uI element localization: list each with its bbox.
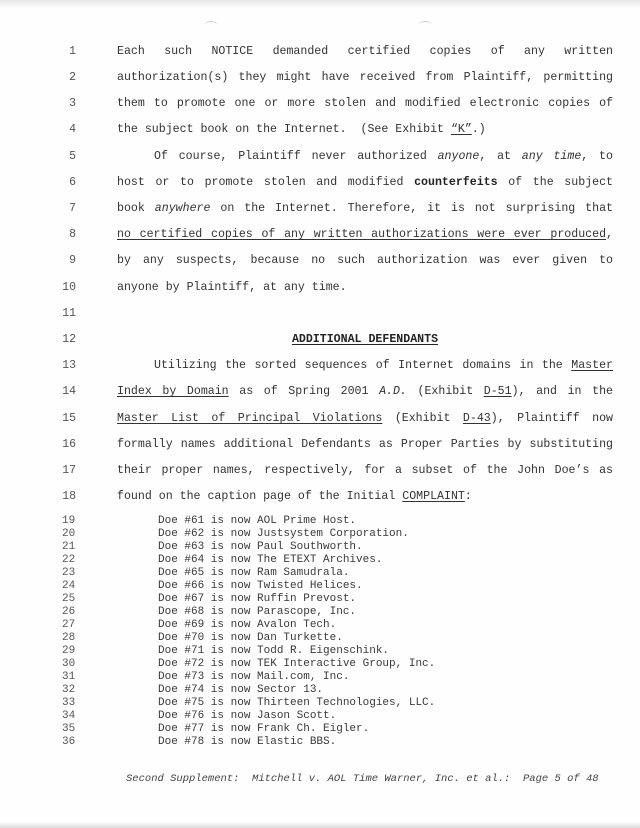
text-span: , at xyxy=(479,150,522,163)
doe-list-item: Doe #71 is now Todd R. Eigenschink. xyxy=(158,645,390,657)
doe-list-item: Doe #65 is now Ram Samudrala. xyxy=(158,567,350,579)
text-span: of the subject xyxy=(497,176,613,189)
line-number: 24 xyxy=(62,580,76,592)
line-number: 27 xyxy=(62,619,76,631)
line-number: 32 xyxy=(62,684,76,696)
text-span: , to xyxy=(581,150,613,163)
doe-list-item: Doe #64 is now The ETEXT Archives. xyxy=(158,554,383,566)
underlined-text: Master List of Principal Violations xyxy=(117,412,383,425)
text-span: the subject book on the Internet. (See Exhibit xyxy=(117,123,451,136)
text-span: found on the caption page of the Initial xyxy=(117,490,403,503)
line-number: 17 xyxy=(62,464,76,477)
line-number: 12 xyxy=(62,333,76,346)
line-number: 33 xyxy=(62,697,76,709)
line-number: 2 xyxy=(69,71,76,84)
emphasis: anywhere xyxy=(154,202,211,215)
line-number: 3 xyxy=(69,97,76,110)
line-number: 4 xyxy=(69,123,76,136)
emphasis: anyone xyxy=(437,150,480,163)
doe-list-item: Doe #74 is now Sector 13. xyxy=(158,684,324,696)
line-number: 28 xyxy=(62,632,76,644)
text-line-7 xyxy=(117,202,613,216)
line-number: 7 xyxy=(69,202,76,215)
exhibit-d43-link: D-43 xyxy=(462,412,491,425)
text-line-1 xyxy=(117,45,613,59)
text-span: .) xyxy=(471,123,486,136)
doe-list-item: Doe #75 is now Thirteen Technologies, LLC. xyxy=(158,697,436,709)
line-number: 8 xyxy=(69,228,76,241)
text-span: ), Plaintiff now xyxy=(490,412,614,425)
line-number: 23 xyxy=(62,567,76,579)
doe-list-item: Doe #78 is now Elastic BBS. xyxy=(158,736,337,748)
line-number: 29 xyxy=(62,645,76,657)
line-number: 15 xyxy=(62,412,76,425)
line-number: 21 xyxy=(62,541,76,553)
text-line-18 xyxy=(117,490,613,504)
doe-list-item: Doe #72 is now TEK Interactive Group, Inc. xyxy=(158,658,436,670)
underlined-text: Index by Domain xyxy=(117,385,229,398)
text-span: Utilizing the sorted sequences of Internet domains in the xyxy=(154,359,572,372)
line-number: 6 xyxy=(69,176,76,189)
doe-list-item: Doe #61 is now AOL Prime Host. xyxy=(158,515,357,527)
underlined-text: Master xyxy=(571,359,613,372)
word: copies xyxy=(429,45,472,58)
text-line-10: anyone by Plaintiff, at any time. xyxy=(117,281,347,294)
line-number: 31 xyxy=(62,671,76,683)
text-span: ), and in the xyxy=(511,385,613,398)
underlined-text: no certified copies of any written authorizations were ever produced xyxy=(117,228,607,241)
doe-list-item: Doe #69 is now Avalon Tech. xyxy=(158,619,337,631)
bold-term: counterfeits xyxy=(414,176,498,189)
text-line-13 xyxy=(117,359,613,373)
text-line-8 xyxy=(117,228,613,242)
line-number: 14 xyxy=(62,385,76,398)
word: any xyxy=(524,45,545,58)
line-number: 26 xyxy=(62,606,76,618)
doe-list-item: Doe #76 is now Jason Scott. xyxy=(158,710,337,722)
word: written xyxy=(564,45,613,58)
word: such xyxy=(164,45,193,58)
scan-top-edge xyxy=(0,0,640,8)
line-number: 5 xyxy=(69,150,76,163)
doe-list-item: Doe #63 is now Paul Southworth. xyxy=(158,541,363,553)
doe-list-item: Doe #73 is now Mail.com, Inc. xyxy=(158,671,350,683)
word: certified xyxy=(347,45,411,58)
text-line-4 xyxy=(117,123,613,137)
word: demanded xyxy=(272,45,329,58)
text-line-14 xyxy=(117,385,613,399)
text-line-17: their proper names, respectively, for a subset of the John Doe’s as xyxy=(117,464,613,477)
emphasis: any time xyxy=(521,150,582,163)
line-number: 1 xyxy=(69,45,76,58)
line-number: 10 xyxy=(62,281,76,294)
line-number: 22 xyxy=(62,554,76,566)
line-number: 30 xyxy=(62,658,76,670)
text-line-5 xyxy=(117,150,613,164)
section-heading: ADDITIONAL DEFENDANTS xyxy=(291,333,439,346)
line-number: 19 xyxy=(62,515,76,527)
text-span: : xyxy=(464,490,472,503)
doe-list-item: Doe #77 is now Frank Ch. Eigler. xyxy=(158,723,370,735)
line-number: 16 xyxy=(62,438,76,451)
word: NOTICE xyxy=(211,45,254,58)
text-span: (Exhibit xyxy=(406,385,484,398)
text-line-9: by any suspects, because no such authorization was ever given to xyxy=(117,254,613,267)
word: of xyxy=(490,45,505,58)
text-span: as of Spring 2001 xyxy=(228,385,380,398)
exhibit-d51-link: D-51 xyxy=(483,385,512,398)
line-number: 20 xyxy=(62,528,76,540)
punch-hole-mark-left xyxy=(204,21,218,30)
text-span: host or to promote stolen and modified xyxy=(117,176,415,189)
line-number: 18 xyxy=(62,490,76,503)
text-line-2: authorization(s) they might have received from Plaintiff, permitting xyxy=(117,71,613,84)
line-number: 36 xyxy=(62,736,76,748)
underlined-text: COMPLAINT xyxy=(402,490,465,503)
page-footer: Second Supplement: Mitchell v. AOL Time Warner, Inc. et al.: Page 5 of 48 xyxy=(126,773,599,785)
text-line-15 xyxy=(117,412,613,426)
line-number: 11 xyxy=(62,307,76,320)
text-line-3: them to promote one or more stolen and modified electronic copies of xyxy=(117,97,613,110)
doe-list-item: Doe #68 is now Parascope, Inc. xyxy=(158,606,357,618)
doe-list-item: Doe #62 is now Justsystem Corporation. xyxy=(158,528,409,540)
line-number: 13 xyxy=(62,359,76,372)
line-number: 9 xyxy=(69,254,76,267)
doe-list-item: Doe #70 is now Dan Turkette. xyxy=(158,632,343,644)
line-number: 25 xyxy=(62,593,76,605)
text-span: (Exhibit xyxy=(382,412,463,425)
text-line-16: formally names additional Defendants as Proper Parties by substituting xyxy=(117,438,613,451)
doe-list-item: Doe #67 is now Ruffin Prevost. xyxy=(158,593,357,605)
line-number: 35 xyxy=(62,723,76,735)
text-span: book xyxy=(117,202,155,215)
emphasis: A.D. xyxy=(379,385,407,398)
text-line-6 xyxy=(117,176,613,190)
text-span: Of course, Plaintiff never authorized xyxy=(154,150,438,163)
line-number: 34 xyxy=(62,710,76,722)
word: Each xyxy=(117,45,145,58)
punch-hole-mark-right xyxy=(418,21,432,30)
exhibit-k-link: “K” xyxy=(450,123,472,136)
scan-bottom-edge xyxy=(0,822,640,828)
doe-list-item: Doe #66 is now Twisted Helices. xyxy=(158,580,363,592)
text-span: on the Internet. Therefore, it is not surprising that xyxy=(210,202,613,215)
text-span: , xyxy=(606,228,613,241)
